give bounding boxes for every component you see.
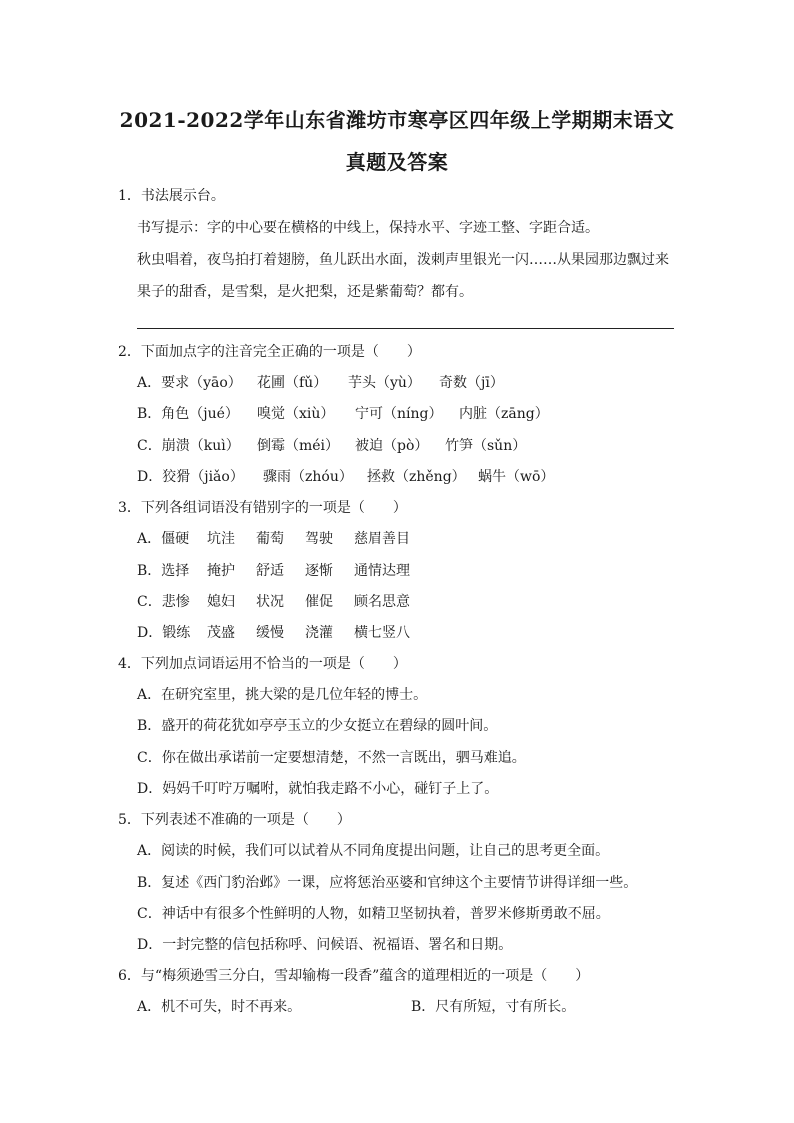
q2-b-item: 宁可（níng） bbox=[355, 406, 443, 422]
q2-b-item: 内脏（zāng） bbox=[459, 406, 549, 422]
q3-d-word: 缓慢 bbox=[256, 625, 284, 641]
q5-option-c[interactable]: C．神话中有很多个性鲜明的人物，如精卫坚韧执着，普罗米修斯勇敢不屈。 bbox=[137, 906, 610, 922]
q2-stem: 2．下面加点字的注音完全正确的一项是（ ） bbox=[118, 344, 421, 360]
q3-b-word: 舒适 bbox=[256, 563, 284, 579]
q3-b-word: 通情达理 bbox=[354, 563, 410, 579]
q3-a-word: 驾驶 bbox=[305, 531, 333, 547]
q2-option-a[interactable] bbox=[137, 373, 504, 393]
q4-stem: 4．下列加点词语运用不恰当的一项是（ ） bbox=[118, 656, 407, 672]
q1-stem: 1．书法展示台。 bbox=[118, 188, 225, 204]
q2-a-item: 花圃（fǔ） bbox=[257, 375, 328, 391]
q6-option-a[interactable]: A．机不可失，时不再来。 bbox=[137, 999, 302, 1015]
q3-c-word: 媳妇 bbox=[207, 594, 235, 610]
q2-c-item: 倒霉（méi） bbox=[257, 438, 340, 454]
q2-d-item: 骤雨（zhóu） bbox=[263, 469, 353, 485]
writing-line[interactable] bbox=[137, 328, 674, 329]
q3-option-b[interactable] bbox=[137, 561, 410, 581]
q3-option-a[interactable] bbox=[137, 529, 410, 549]
q3-option-c[interactable] bbox=[137, 592, 410, 612]
q2-option-c[interactable] bbox=[137, 436, 526, 456]
q2-a-item: A．要求（yāo） bbox=[137, 375, 242, 391]
q6-stem: 6．与“梅须逊雪三分白，雪却输梅一段香”蕴含的道理相近的一项是（ ） bbox=[118, 968, 590, 984]
q3-c-word: 状况 bbox=[256, 594, 284, 610]
q4-option-a[interactable]: A．在研究室里，挑大梁的是几位年轻的博士。 bbox=[137, 687, 428, 703]
q2-d-item: 蜗牛（wō） bbox=[478, 469, 555, 485]
q3-a-word: 葡萄 bbox=[256, 531, 284, 547]
q2-b-item: B．角色（jué） bbox=[137, 406, 239, 422]
q5-option-b[interactable]: B．复述《西门豹治邺》一课，应将惩治巫婆和官绅这个主要情节讲得详细一些。 bbox=[137, 875, 638, 891]
q1-text-line1: 秋虫唱着，夜鸟拍打着翅膀，鱼儿跃出水面，泼刺声里银光一闪……从果园那边飘过来 bbox=[137, 252, 669, 268]
q5-option-a[interactable]: A．阅读的时候，我们可以试着从不同角度提出问题，让自己的思考更全面。 bbox=[137, 843, 610, 859]
q2-d-item: D．狡猾（jiǎo） bbox=[137, 469, 244, 485]
q6-option-b[interactable]: B．尺有所短，寸有所长。 bbox=[411, 999, 576, 1015]
q3-stem: 3．下列各组词语没有错别字的一项是（ ） bbox=[118, 500, 407, 516]
q3-d-word: 横七竖八 bbox=[354, 625, 410, 641]
q4-option-d[interactable]: D．妈妈千叮咛万嘱咐，就怕我走路不小心，碰钉子上了。 bbox=[137, 781, 499, 797]
q2-d-item: 拯救（zhěng） bbox=[367, 469, 466, 485]
q4-option-b[interactable]: B．盛开的荷花犹如亭亭玉立的少女挺立在碧绿的圆叶间。 bbox=[137, 718, 498, 734]
q5-option-d[interactable]: D．一封完整的信包括称呼、问候语、祝福语、署名和日期。 bbox=[137, 937, 513, 953]
q3-a-word: A．僵硬 bbox=[137, 531, 190, 547]
q3-c-word: C．悲惨 bbox=[137, 594, 190, 610]
q2-c-item: 竹笋（sǔn） bbox=[445, 438, 527, 454]
q2-a-item: 奇数（jī） bbox=[439, 375, 504, 391]
q2-c-item: 被迫（pò） bbox=[355, 438, 429, 454]
q5-stem: 5．下列表述不准确的一项是（ ） bbox=[118, 812, 351, 828]
q2-option-b[interactable] bbox=[137, 404, 549, 424]
q1-text-line2: 果子的甜香，是雪梨，是火把梨，还是紫葡萄？都有。 bbox=[137, 284, 473, 300]
q3-a-word: 坑洼 bbox=[207, 531, 235, 547]
q3-c-word: 顾名思意 bbox=[354, 594, 410, 610]
q3-d-word: D．锻练 bbox=[137, 625, 191, 641]
q3-option-d[interactable] bbox=[137, 623, 410, 643]
q2-c-item: C．崩溃（kuì） bbox=[137, 438, 240, 454]
q2-b-item: 嗅觉（xiù） bbox=[257, 406, 335, 422]
document-title-line2: 真题及答案 bbox=[345, 150, 449, 174]
q2-option-d[interactable] bbox=[137, 467, 554, 487]
q3-c-word: 催促 bbox=[305, 594, 333, 610]
q3-b-word: B．选择 bbox=[137, 563, 190, 579]
q3-b-word: 逐惭 bbox=[305, 563, 333, 579]
q2-a-item: 芋头（yù） bbox=[348, 375, 421, 391]
q3-a-word: 慈眉善目 bbox=[354, 531, 410, 547]
q3-d-word: 茂盛 bbox=[207, 625, 235, 641]
q3-d-word: 浇灌 bbox=[305, 625, 333, 641]
q4-option-c[interactable]: C．你在做出承诺前一定要想清楚，不然一言既出，驷马难追。 bbox=[137, 750, 526, 766]
document-title-line1: 2021-2022学年山东省潍坊市寒亭区四年级上学期期末语文 bbox=[119, 108, 675, 132]
q3-b-word: 掩护 bbox=[207, 563, 235, 579]
q1-hint: 书写提示：字的中心要在横格的中线上，保持水平、字迹工整、字距合适。 bbox=[137, 220, 599, 236]
